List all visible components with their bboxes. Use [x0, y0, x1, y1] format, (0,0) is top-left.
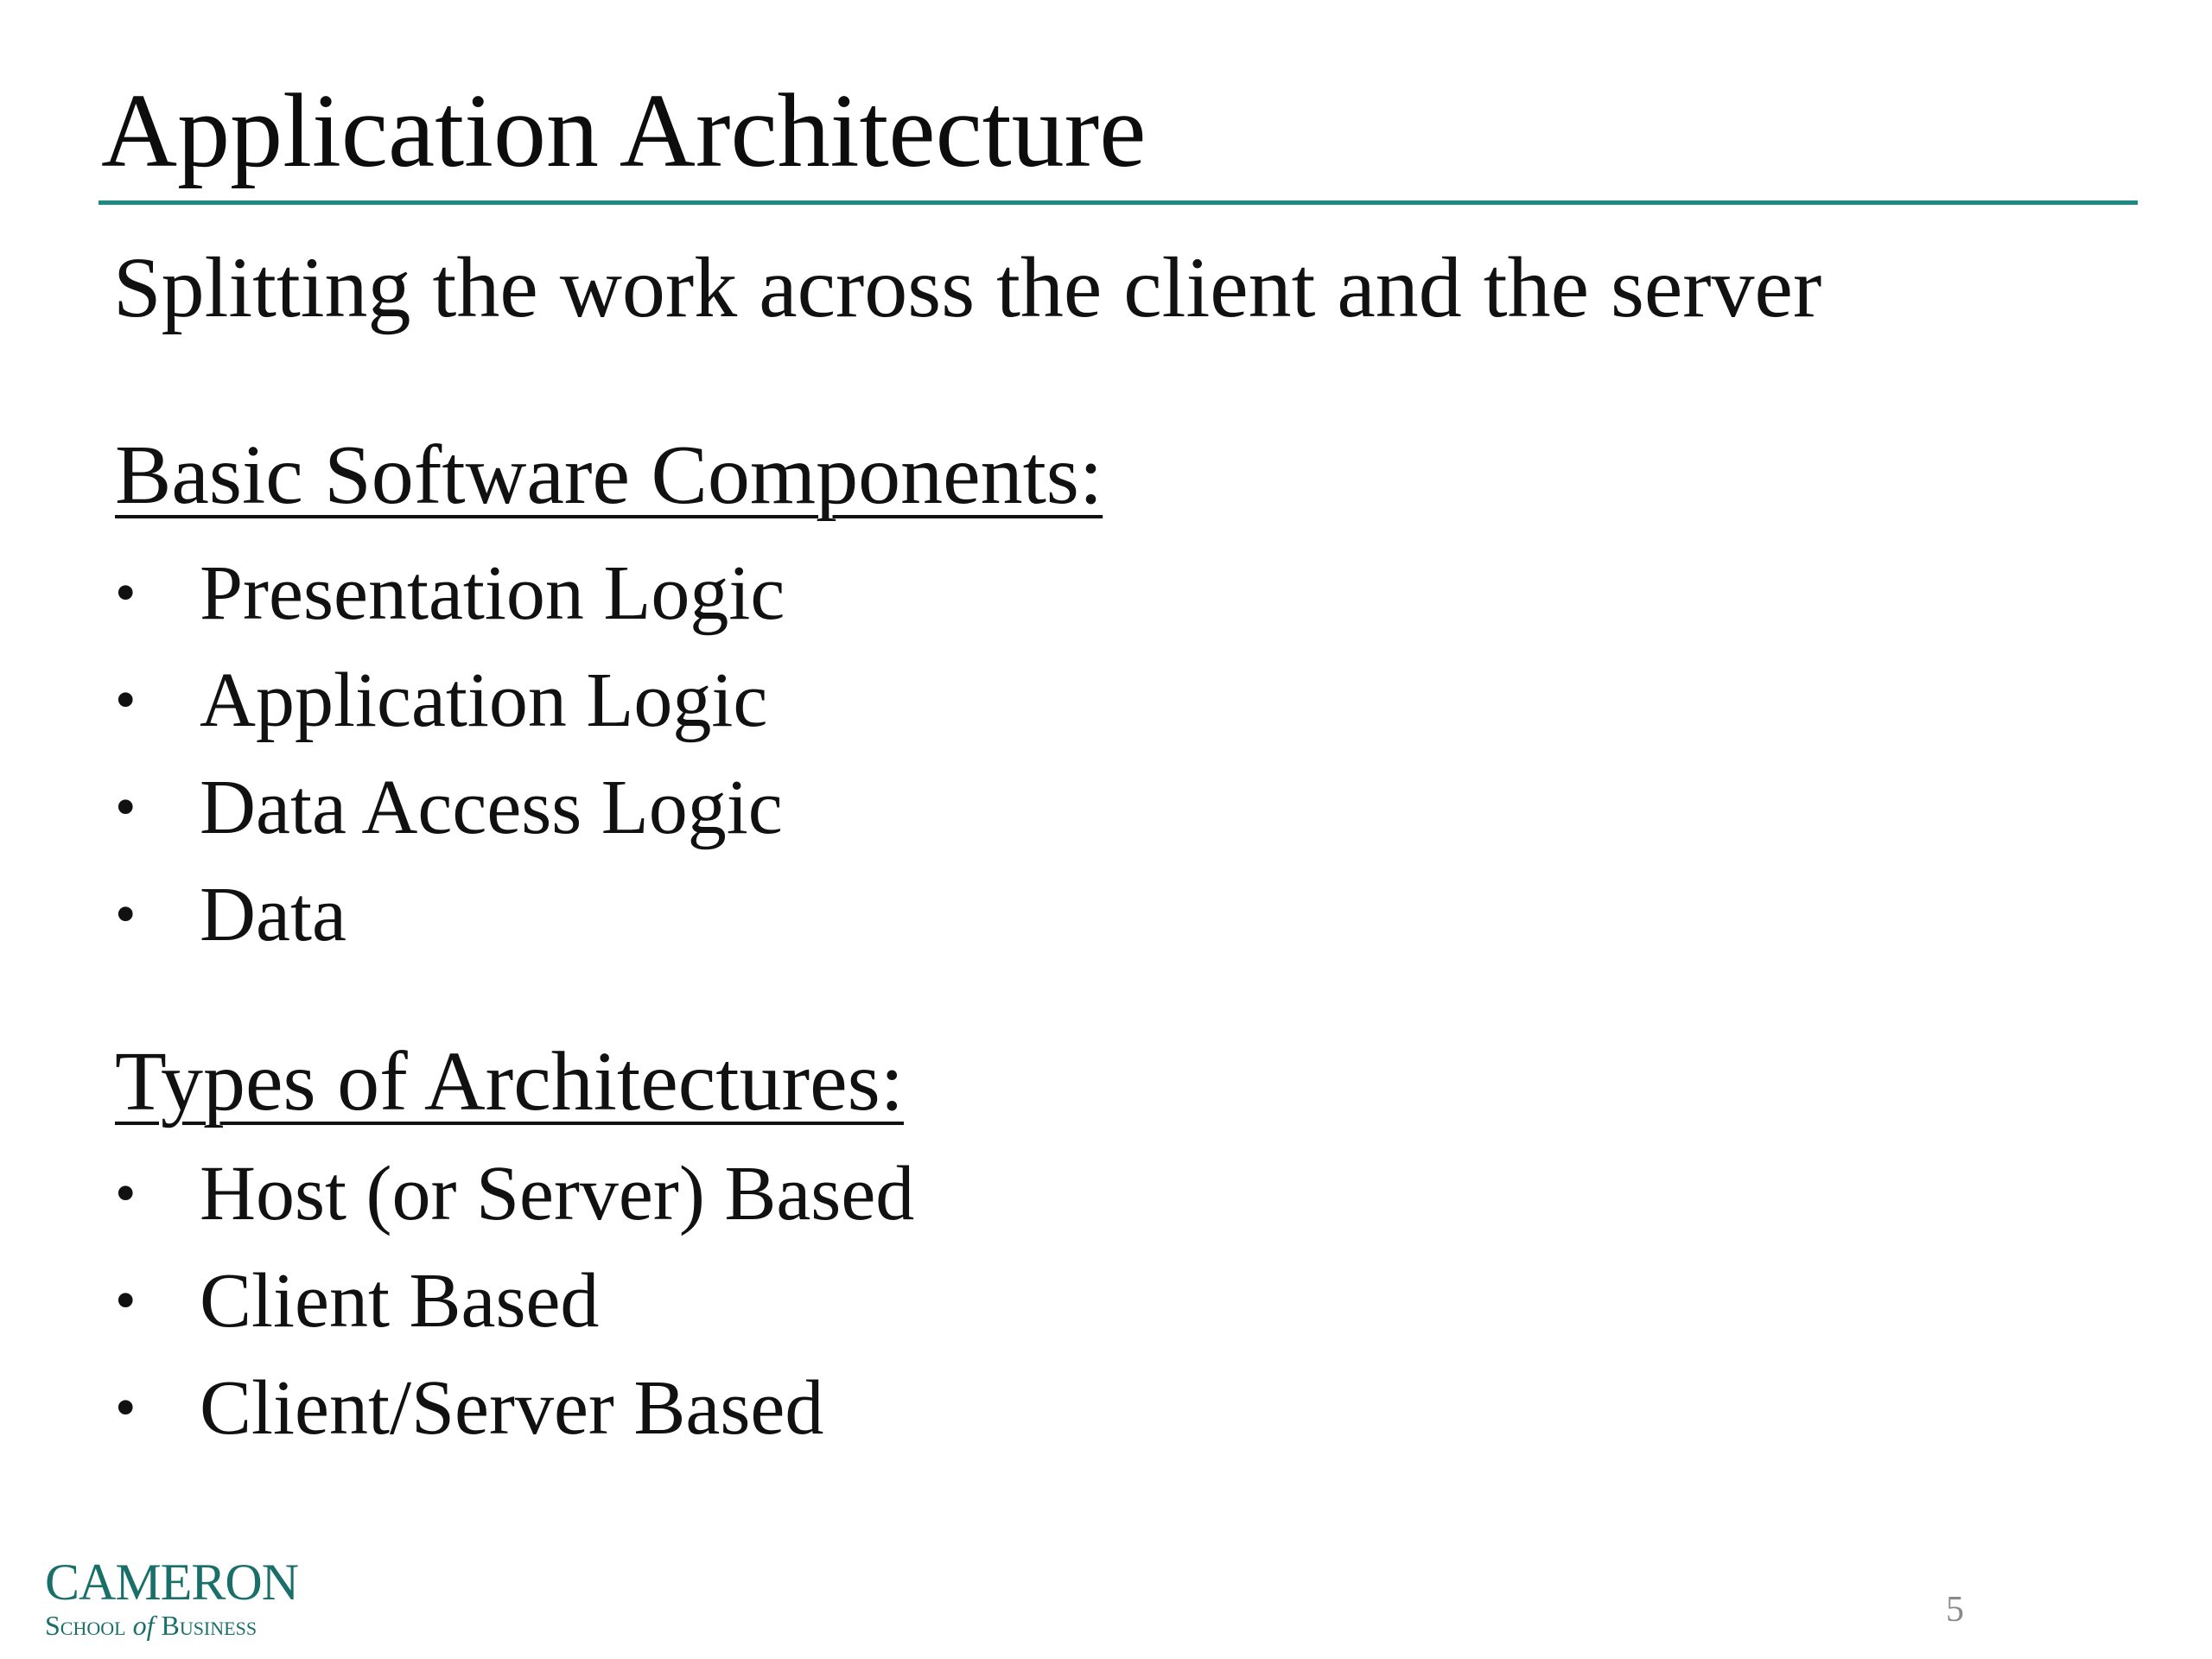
list-item-text: Client Based: [200, 1258, 600, 1344]
logo-school: School: [45, 1610, 126, 1641]
bullet-icon: •: [115, 881, 137, 948]
architectures-heading: Types of Architectures:: [115, 1035, 904, 1128]
cameron-logo: [45, 1555, 298, 1642]
logo-business: Business: [161, 1610, 257, 1641]
logo-subline: [45, 1609, 298, 1642]
list-item-text: Client/Server Based: [200, 1365, 824, 1451]
slide-subtitle: Splitting the work across the client and the server: [113, 239, 1822, 335]
page-number: 5: [1946, 1590, 1964, 1630]
bullet-icon: •: [115, 1268, 137, 1334]
bullet-icon: •: [115, 774, 137, 841]
bullet-icon: •: [115, 1160, 137, 1227]
bullet-icon: •: [115, 1375, 137, 1441]
bullet-icon: •: [115, 667, 137, 734]
list-item-text: Application Logic: [200, 658, 768, 743]
logo-of: of: [132, 1610, 155, 1641]
components-heading: Basic Software Components:: [115, 429, 1103, 522]
list-item-text: Data: [200, 872, 346, 957]
slide-title: Application Architecture: [101, 73, 1147, 189]
logo-wordmark: CAMERON: [45, 1554, 299, 1611]
list-item-text: Data Access Logic: [200, 765, 783, 850]
list-item-text: Presentation Logic: [200, 550, 785, 636]
bullet-icon: •: [115, 560, 137, 626]
title-divider: [99, 200, 2138, 205]
list-item-text: Host (or Server) Based: [200, 1151, 915, 1236]
